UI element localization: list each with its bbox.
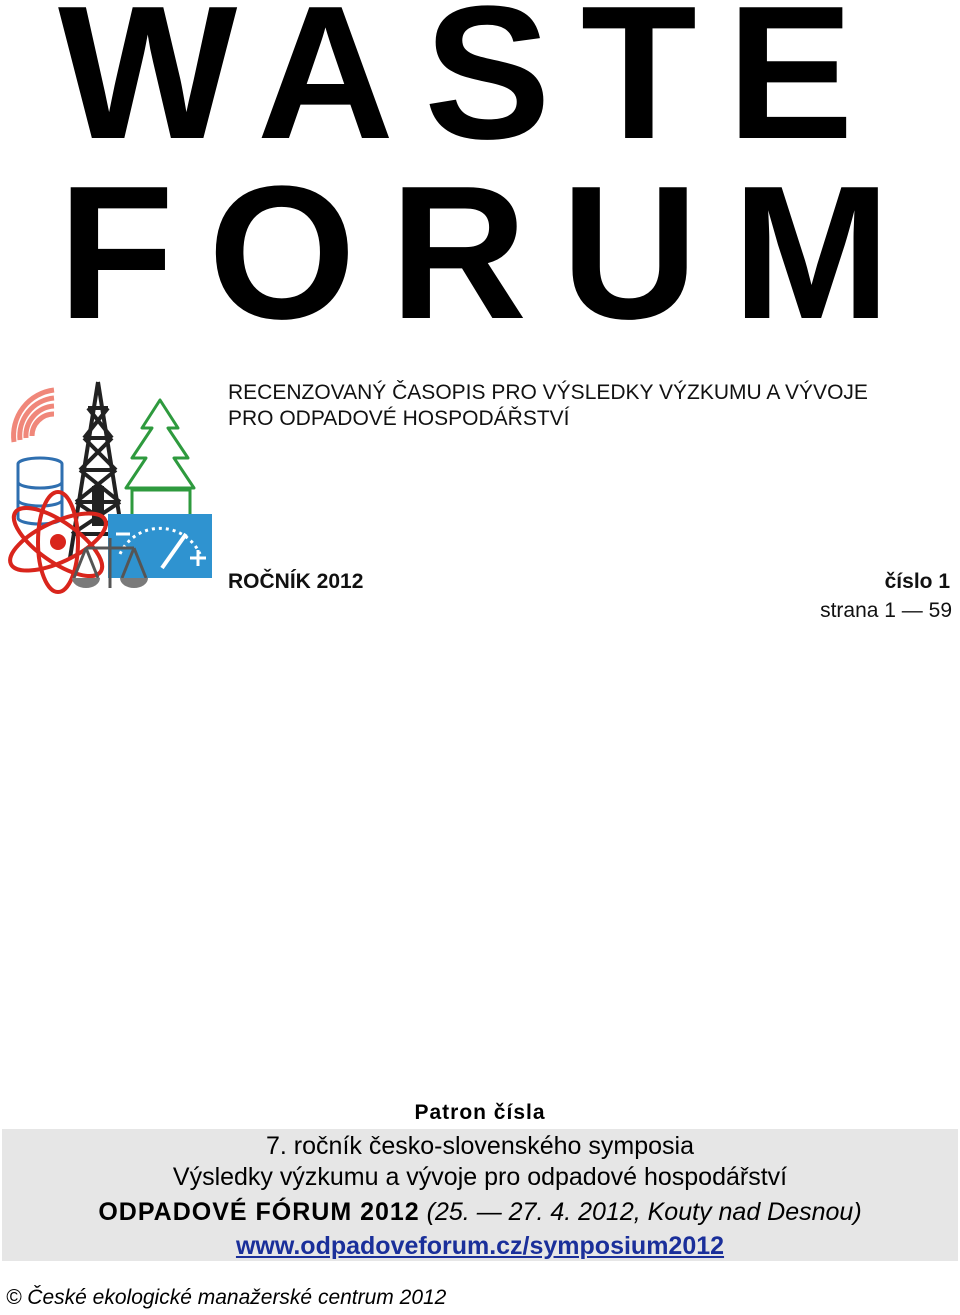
masthead-line-2: FORUM [58,147,925,359]
patron-event [2,1197,958,1227]
patron-line-2: Výsledky výzkumu a vývoje pro odpadové hospodářství [172,1163,788,1191]
masthead-line-1: WASTE [58,0,884,179]
patron-line-1: 7. ročník česko-slovenského symposia [266,1132,694,1160]
event-name: ODPADOVÉ FÓRUM 2012 [98,1198,420,1226]
journal-subtitle [228,380,868,432]
patron-box [2,1129,958,1261]
volume-label: ROČNÍK 2012 [228,570,364,593]
patron-label: Patron čísla [414,1101,546,1124]
subtitle-line-2: PRO ODPADOVÉ HOSPODÁŘSTVÍ [228,407,570,430]
event-details: (25. — 27. 4. 2012, Kouty nad Desnou) [419,1198,862,1226]
copyright-footer: © České ekologické manažerské centrum 2012 [6,1286,447,1309]
waste-forum-logo-icon [2,378,214,604]
page-range: strana 1 — 59 [820,599,952,622]
patron-url-row [2,1231,958,1261]
symposium-link[interactable]: www.odpadoveforum.cz/symposium2012 [235,1232,725,1260]
subtitle-line-1: RECENZOVANÝ ČASOPIS PRO VÝSLEDKY VÝZKUMU A VÝVOJE [228,381,868,404]
issue-number: číslo 1 [884,570,950,593]
